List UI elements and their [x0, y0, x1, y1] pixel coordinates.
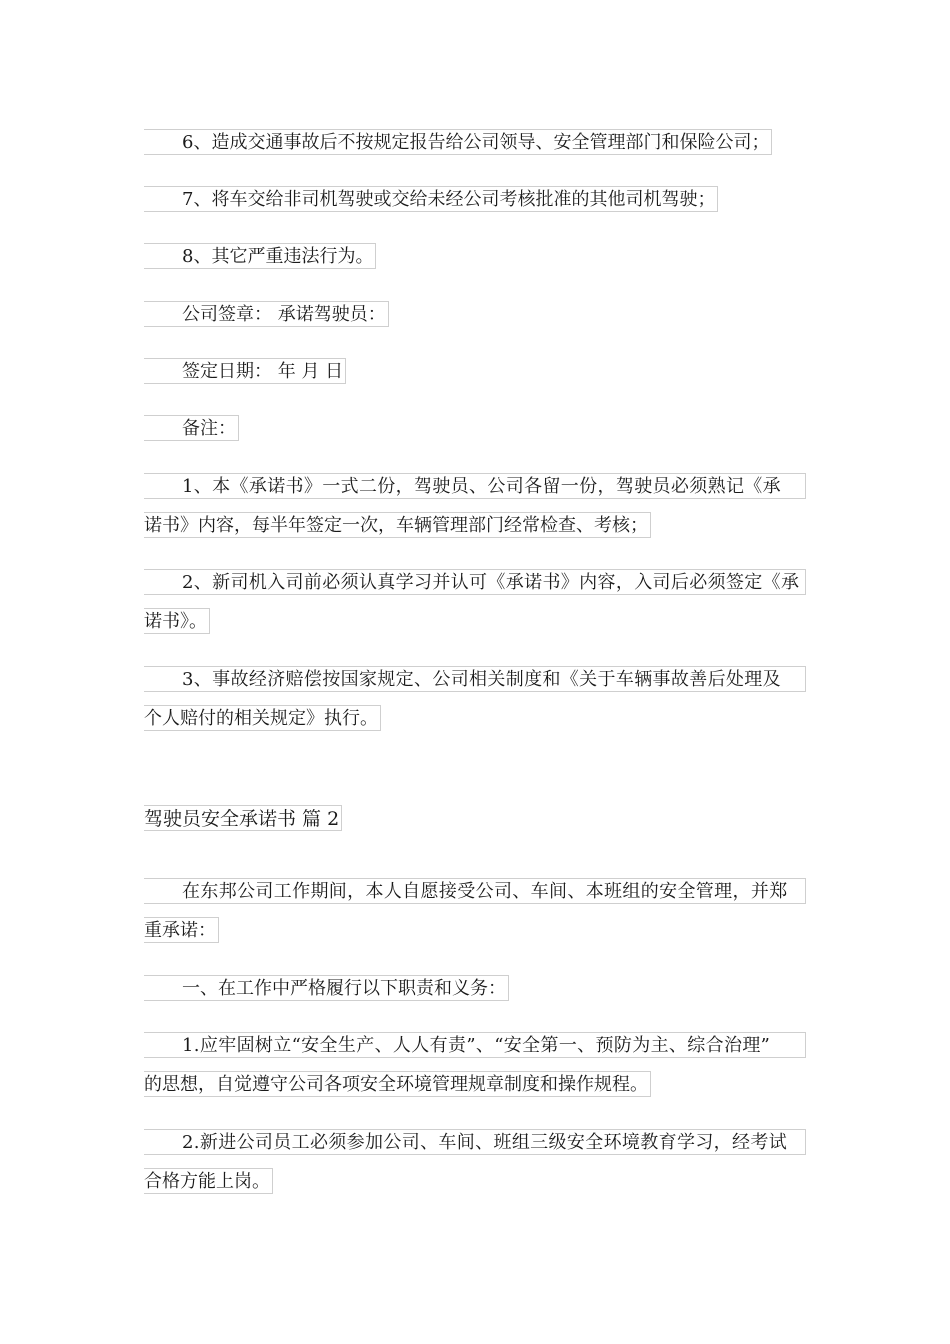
signature-line: 公司签章： 承诺驾驶员： [144, 301, 389, 327]
duties-heading: 一、在工作中严格履行以下职责和义务： [144, 975, 509, 1001]
section-heading: 驾驶员安全承诺书 篇 2 [144, 805, 342, 831]
clause-8: 8、其它严重违法行为。 [144, 243, 376, 269]
duty-1-line-1: 1.应牢固树立“安全生产、人人有责”、“安全第一、预防为主、综合治理” [144, 1032, 806, 1058]
remark-3-line-1: 3、事故经济赔偿按国家规定、公司相关制度和《关于车辆事故善后处理及 [144, 666, 806, 692]
remark-1-line-1: 1、本《承诺书》一式二份，驾驶员、公司各留一份，驾驶员必须熟记《承 [144, 473, 806, 499]
duty-2-line-2: 合格方能上岗。 [144, 1168, 273, 1194]
duty-1-line-2: 的思想，自觉遵守公司各项安全环境管理规章制度和操作规程。 [144, 1071, 651, 1097]
remark-2-line-1: 2、新司机入司前必须认真学习并认可《承诺书》内容，入司后必须签定《承 [144, 569, 806, 595]
remark-2-line-2: 诺书》。 [144, 608, 210, 634]
duty-2-line-1: 2.新进公司员工必须参加公司、车间、班组三级安全环境教育学习，经考试 [144, 1129, 806, 1155]
sign-date-line: 签定日期： 年 月 日 [144, 358, 346, 384]
intro-line-2: 重承诺： [144, 917, 219, 943]
clause-6: 6、造成交通事故后不按规定报告给公司领导、安全管理部门和保险公司； [144, 129, 772, 155]
clause-7: 7、将车交给非司机驾驶或交给未经公司考核批准的其他司机驾驶； [144, 186, 718, 212]
remark-3-line-2: 个人赔付的相关规定》执行。 [144, 705, 381, 731]
intro-line-1: 在东邦公司工作期间，本人自愿接受公司、车间、本班组的安全管理，并郑 [144, 878, 806, 904]
remarks-label: 备注： [144, 415, 239, 441]
remark-1-line-2: 诺书》内容，每半年签定一次，车辆管理部门经常检查、考核； [144, 512, 651, 538]
